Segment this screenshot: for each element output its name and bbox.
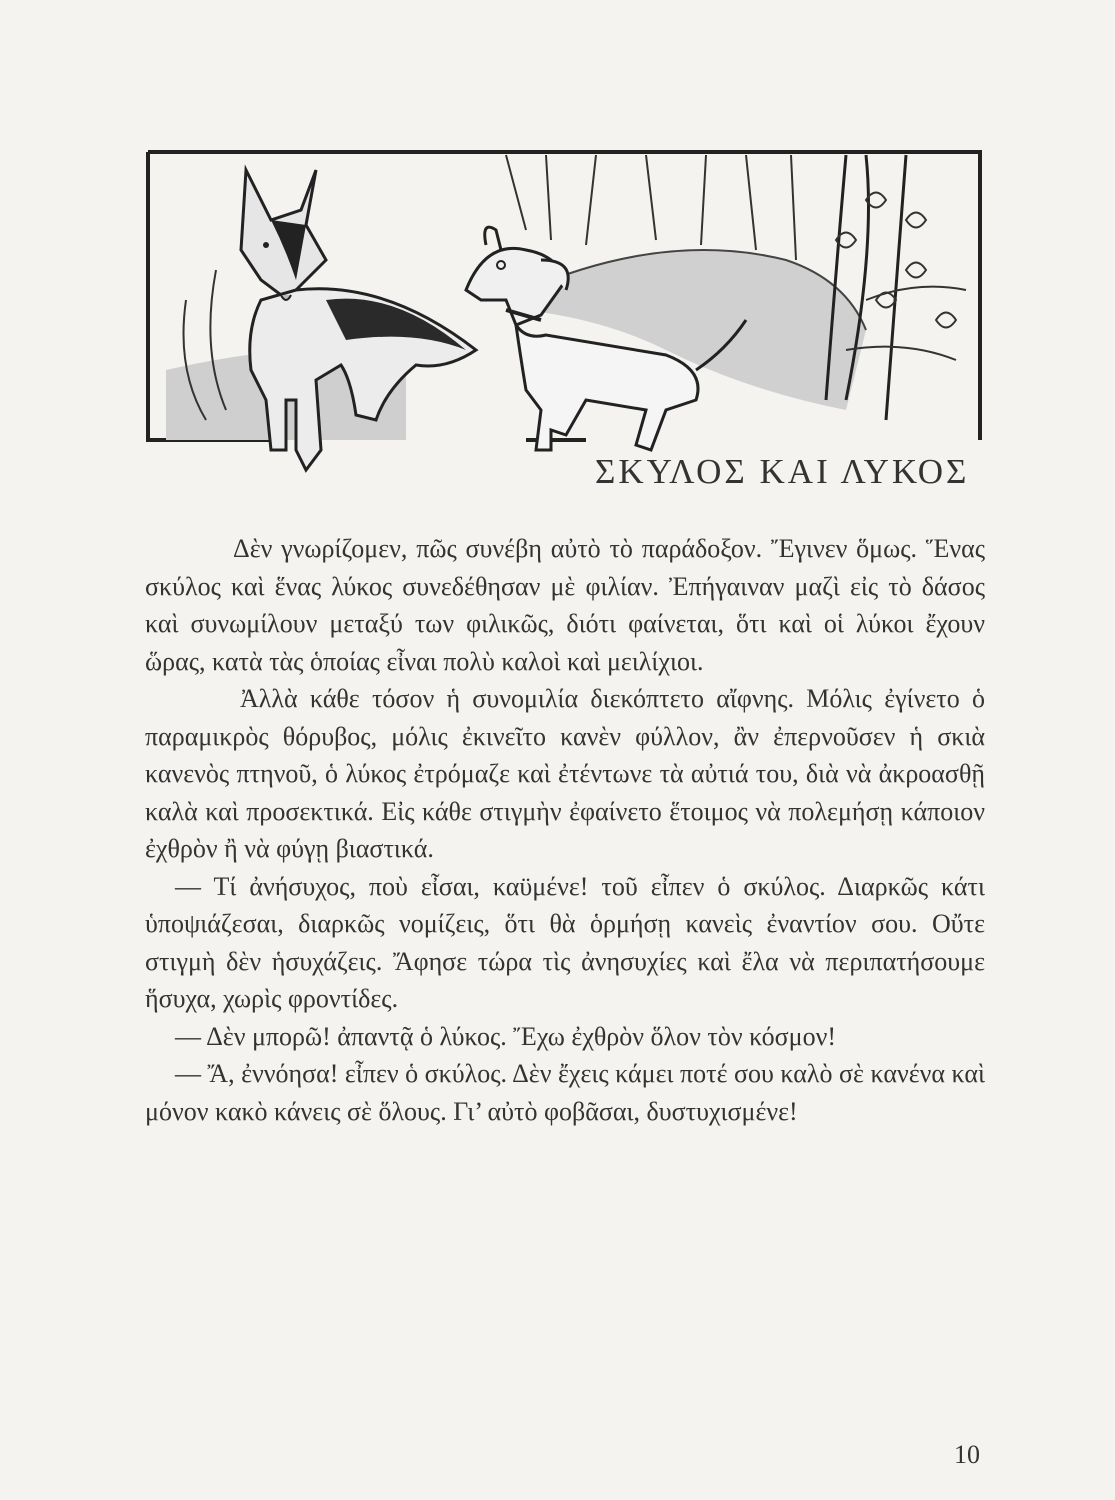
- story-title: ΣΚΥΛΟΣ ΚΑΙ ΛΥΚΟΣ: [595, 452, 970, 491]
- paragraph-5: — Ἄ, ἐννόησα! εἶπεν ὁ σκύλος. Δὲν ἔχεις κάμει ποτέ σου καλὸ σὲ κανένα καὶ μόνον κακὸ κάνεις σὲ ὅλους. Γι’ αὐτὸ φοβᾶσαι, δυστυχισμένε!: [145, 1059, 985, 1126]
- dog-and-wolf-illustration: [146, 150, 982, 500]
- illustration-drawing: [146, 150, 982, 500]
- story-text: [145, 530, 985, 1130]
- paragraph-1: Δὲν γνωρίζομεν, πῶς συνέβη αὐτὸ τὸ παράδοξον. Ἔγινεν ὅμως. Ἕνας σκύλος καὶ ἕνας λύκος συνεδέθησαν μὲ φιλίαν. Ἐπήγαιναν μαζὶ εἰς τὸ δάσος καὶ συνωμίλουν μεταξύ των φιλικῶς, διότι φαίνεται, ὅτι καὶ οἱ λύκοι ἔχουν ὥρας, κατὰ τὰς ὁποίας εἶναι πολὺ καλοὶ καὶ μειλίχιοι.: [145, 534, 985, 676]
- thin-trees: [506, 155, 796, 260]
- paragraph-2: Ἀλλὰ κάθε τόσον ἡ συνομιλία διεκόπτετο αἴφνης. Μόλις ἐγίνετο ὁ παραμικρὸς θόρυβος, μόλις ἐκινεῖτο κανὲν φύλλον, ἂν ἐπερνοῦσεν ἡ σκιὰ κανενὸς πτηνοῦ, ὁ λύκος ἐτρόμαζε καὶ ἐτέντωνε τὰ αὐτιά του, διὰ νὰ ἀκροασθῇ καλὰ καὶ προσεκτικά. Εἰς κάθε στιγμὴν ἐφαίνετο ἕτοιμος νὰ πολεμήσῃ κάποιον ἐχθρὸν ἢ νὰ φύγῃ βιαστικά.: [145, 684, 985, 863]
- paragraph-4: — Δὲν μπορῶ! ἀπαντᾷ ὁ λύκος. Ἔχω ἐχθρὸν ὅλον τὸν κόσμον!: [175, 1021, 837, 1051]
- paragraph-3: — Τί ἀνήσυχος, ποὺ εἶσαι, καϋμένε! τοῦ εἶπεν ὁ σκύλος. Διαρκῶς κάτι ὑποψιάζεσαι, διαρκῶς νομίζεις, ὅτι θὰ ὁρμήσῃ κανεὶς ἐναντίον σου. Οὔτε στιγμὴ δὲν ἡσυχάζεις. Ἄφησε τώρα τὶς ἀνησυχίες καὶ ἔλα νὰ περιπατήσουμε ἥσυχα, χωρὶς φροντίδες.: [145, 871, 985, 1013]
- page-number: 10: [954, 1440, 980, 1469]
